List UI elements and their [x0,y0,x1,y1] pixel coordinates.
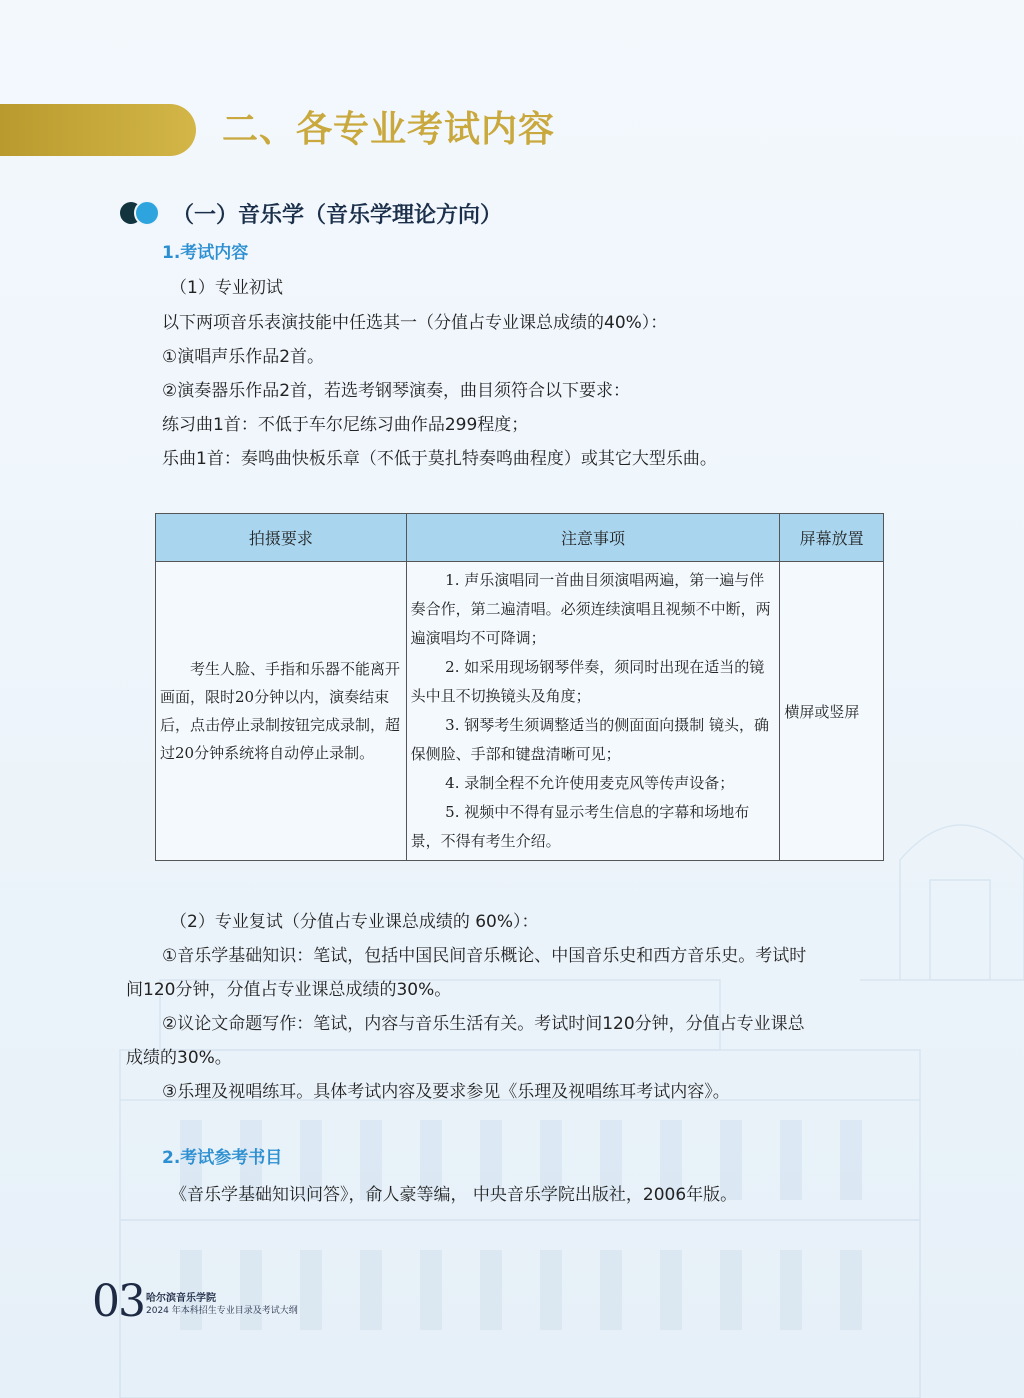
table-row [156,562,884,861]
retest-item3: ③乐理及视唱练耳。具体考试内容及要求参见《乐理及视唱练耳考试内容》。 [162,1082,730,1102]
notes-cell [406,562,780,861]
exam-content-heading: 1.考试内容 [162,243,249,263]
reference-book-item: 《音乐学基础知识问答》，俞人豪等编， 中央音乐学院出版社，2006年版。 [170,1185,738,1205]
table-header-screen: 屏幕放置 [780,514,884,562]
retest-item2-line2: 成绩的30%。 [126,1048,232,1068]
retest-item1-line1: ①音乐学基础知识：笔试，包括中国民间音乐概论、中国音乐史和西方音乐史。考试时 [162,946,807,966]
page-title: 二、各专业考试内容 [222,109,556,150]
retest-item2-line1: ②议论文命题写作：笔试，内容与音乐生活有关。考试时间120分钟，分值占专业课总 [162,1014,805,1034]
footer-document-title: 2024 年本科招生专业目录及考试大纲 [146,1306,298,1316]
shooting-requirements-text: 考生人脸、手指和乐器不能离开画面，限时20分钟以内，演奏结束后，点击停止录制按钮完成录制，超过20分钟系统将自动停止录制。 [160,660,401,762]
title-banner [0,104,196,156]
table-header-shooting: 拍摄要求 [156,514,407,562]
initial-item-instrument: ②演奏器乐作品2首，若选考钢琴演奏，曲目须符合以下要求： [162,381,631,401]
section-bullet-icon [120,202,162,226]
footer-school-name: 哈尔滨音乐学院 [146,1293,216,1304]
note-item: 5. 视频中不得有显示考生信息的字幕和场地布景，不得有考生介绍。 [410,803,750,850]
initial-exam-intro: 以下两项音乐表演技能中任选其一（分值占专业课总成绩的40%）： [162,313,668,333]
piece-requirement: 乐曲1首：奏鸣曲快板乐章（不低于莫扎特奏鸣曲程度）或其它大型乐曲。 [162,449,717,469]
note-item: 2. 如采用现场钢琴伴奏，须同时出现在适当的镜头中且不切换镜头及角度； [410,658,765,705]
initial-exam-label: （1）专业初试 [170,278,283,298]
note-item: 4. 录制全程不允许使用麦克风等传声设备； [445,774,735,792]
page-number: 03 [92,1276,144,1327]
note-item: 1. 声乐演唱同一首曲目须演唱两遍，第一遍与伴奏合作，第二遍清唱。必须连续演唱且视频不中断，两遍演唱均不可降调； [410,571,771,647]
recording-requirements-table [155,513,884,861]
table-header-notes: 注意事项 [406,514,780,562]
screen-orientation-cell: 横屏或竖屏 [780,562,884,861]
section-title: （一）音乐学（音乐学理论方向） [172,203,503,228]
initial-item-vocal: ①演唱声乐作品2首。 [162,347,325,367]
shooting-requirements-cell [156,562,407,861]
table-header-row [156,514,884,562]
reference-books-heading: 2.考试参考书目 [162,1148,283,1168]
retest-item1-line2: 间120分钟，分值占专业课总成绩的30%。 [126,980,452,1000]
retest-label: （2）专业复试（分值占专业课总成绩的 60%）： [170,912,539,932]
note-item: 3. 钢琴考生须调整适当的侧面面向摄制 镜头，确保侧脸、手部和键盘清晰可见； [410,716,770,763]
etude-requirement: 练习曲1首：不低于车尔尼练习曲作品299程度； [162,415,529,435]
